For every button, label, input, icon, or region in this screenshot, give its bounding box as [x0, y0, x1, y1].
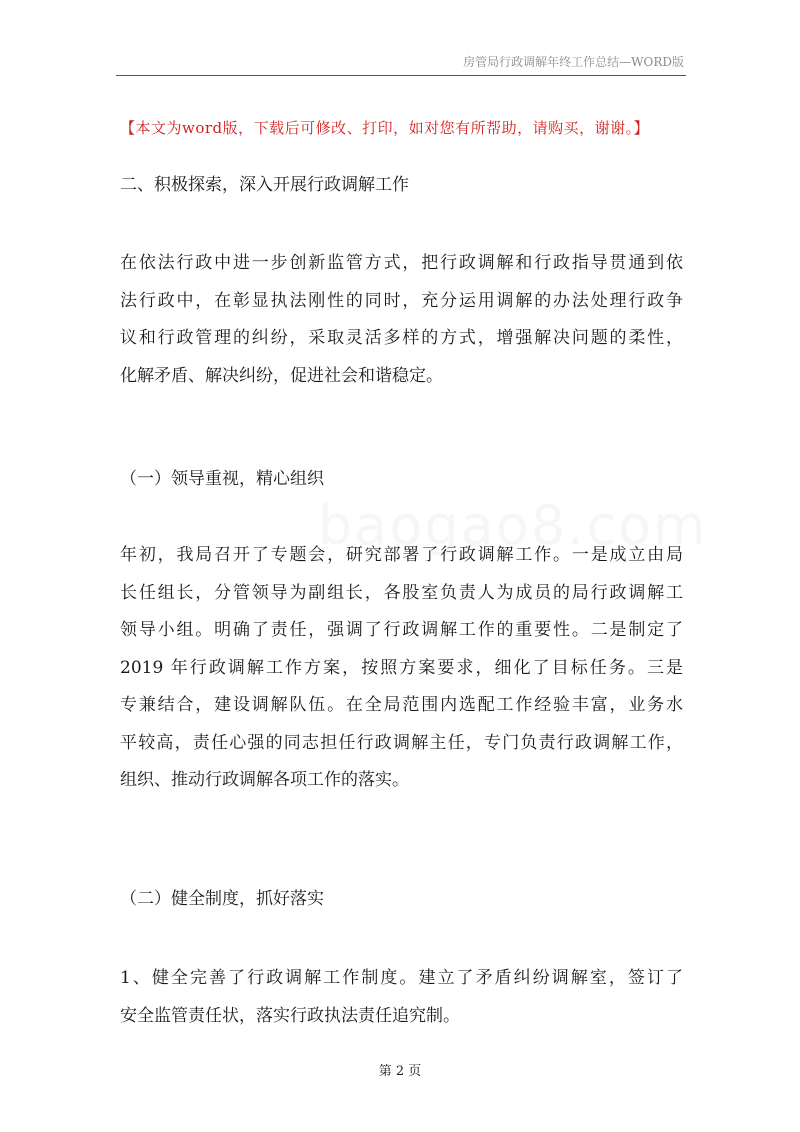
sub-heading-leadership: （一）领导重视，精心组织: [120, 469, 324, 489]
paragraph-line: 在依法行政中进一步创新监管方式，把行政调解和行政指导贯通到依: [120, 253, 683, 273]
system-paragraph: [120, 960, 683, 1035]
paragraph-line: 专兼结合，建设调解队伍。在全局范围内选配工作经验丰富，业务水: [120, 695, 683, 715]
paragraph-line: 2019 年行政调解工作方案，按照方案要求，细化了目标任务。三是: [120, 657, 683, 678]
paragraph-line: 法行政中，在彰显执法刚性的同时，充分运用调解的办法处理行政争: [120, 290, 683, 311]
paragraph-line: 平较高，责任心强的同志担任行政调解主任，专门负责行政调解工作，: [120, 732, 683, 753]
paragraph-line: 议和行政管理的纠纷，采取灵活多样的方式，增强解决问题的柔性，: [120, 328, 683, 348]
header-title: 房管局行政调解年终工作总结—WORD版: [463, 55, 684, 69]
sub-heading-system: （二）健全制度，抓好落实: [120, 889, 324, 909]
paragraph-line: 化解矛盾、解决纠纷，促进社会和谐稳定。: [120, 365, 443, 386]
paragraph-line: 组织、推动行政调解各项工作的落实。: [120, 770, 409, 790]
page-number: 第 2 页: [378, 1064, 422, 1079]
paragraph-line: 年初，我局召开了专题会，研究部署了行政调解工作。一是成立由局: [120, 545, 683, 565]
paragraph-line: 长任组长，分管领导为副组长，各股室负责人为成员的局行政调解工: [120, 582, 683, 603]
notice-text: 【本文为word版，下载后可修改、打印，如对您有所帮助，请购买，谢谢。】: [120, 119, 650, 137]
paragraph-line: 安全监管责任状，落实行政执法责任追究制。: [120, 1005, 460, 1026]
leadership-paragraph: [120, 537, 683, 800]
intro-paragraph: [120, 245, 683, 395]
paragraph-line: 领导小组。明确了责任，强调了行政调解工作的重要性。二是制定了: [120, 620, 683, 640]
paragraph-line: 1、健全完善了行政调解工作制度。建立了矛盾纠纷调解室，签订了: [120, 968, 683, 988]
section-heading: 二、积极探索，深入开展行政调解工作: [120, 175, 409, 195]
header-divider: [116, 75, 686, 76]
